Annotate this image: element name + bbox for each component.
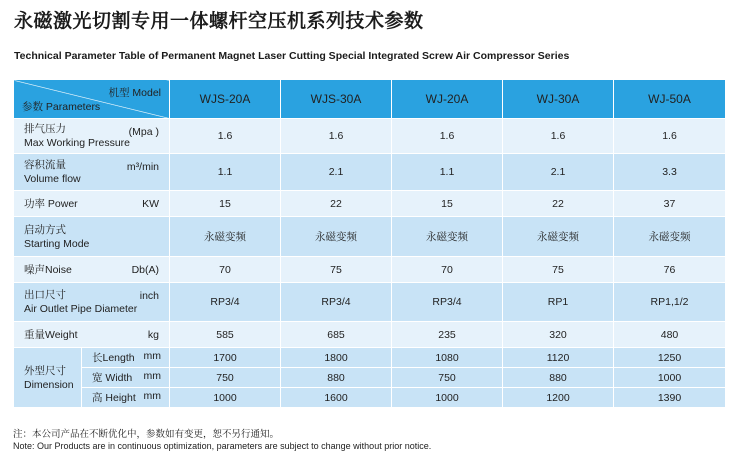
param-label: 重量Weight [24, 328, 78, 341]
sub-param-cell [82, 368, 170, 388]
value-cell: 永磁变频 [503, 217, 614, 257]
param-unit: inch [139, 290, 159, 302]
sub-param-label: 高 Height [92, 392, 136, 404]
value-cell: 2.1 [503, 154, 614, 191]
value-cell: 1.6 [614, 119, 726, 154]
value-cell: 880 [281, 368, 392, 388]
value-cell: 1.1 [392, 154, 503, 191]
sub-param-unit: mm [143, 370, 161, 382]
value-cell: 1.6 [170, 119, 281, 154]
value-cell: RP1 [503, 283, 614, 322]
value-cell: 1000 [392, 388, 503, 408]
param-cn: 容积流量 [24, 159, 66, 171]
sub-param-unit: mm [143, 390, 161, 402]
row-noise [14, 257, 726, 283]
param-en: Dimension [24, 378, 74, 391]
dimension-group-cell [14, 348, 82, 408]
value-cell: 75 [281, 257, 392, 283]
sub-param-unit: mm [143, 350, 161, 362]
param-cell [14, 191, 170, 217]
value-cell: 1.6 [281, 119, 392, 154]
param-cell [14, 257, 170, 283]
footnote-cn: 注：本公司产品在不断优化中，参数如有变更，恕不另行通知。 [13, 429, 280, 440]
row-pressure [14, 119, 726, 154]
row-starting-mode [14, 217, 726, 257]
sub-param-cell [82, 348, 170, 368]
row-dimension-height [14, 388, 726, 408]
value-cell: 永磁变频 [614, 217, 726, 257]
value-cell: 37 [614, 191, 726, 217]
param-unit: Db(A) [131, 263, 159, 276]
value-cell: RP3/4 [392, 283, 503, 322]
value-cell: 685 [281, 322, 392, 348]
model-header: WJS-20A [170, 80, 281, 119]
sub-param-label: 宽 Width [92, 372, 133, 384]
param-cell [14, 119, 170, 154]
row-outlet [14, 283, 726, 322]
value-cell: 永磁变频 [281, 217, 392, 257]
value-cell: 70 [392, 257, 503, 283]
model-header: WJ-20A [392, 80, 503, 119]
value-cell: 1200 [503, 388, 614, 408]
row-weight [14, 322, 726, 348]
param-label: 噪声Noise [24, 263, 72, 276]
value-cell: 480 [614, 322, 726, 348]
value-cell: RP3/4 [281, 283, 392, 322]
model-header: WJS-30A [281, 80, 392, 119]
value-cell: 1.6 [392, 119, 503, 154]
table-header-row [14, 80, 726, 119]
sub-param-cell [82, 388, 170, 408]
value-cell: 320 [503, 322, 614, 348]
value-cell: 750 [392, 368, 503, 388]
value-cell: 永磁变频 [170, 217, 281, 257]
param-cell [14, 322, 170, 348]
value-cell: 1000 [170, 388, 281, 408]
value-cell: 1.6 [503, 119, 614, 154]
value-cell: 1000 [614, 368, 726, 388]
param-cell [14, 154, 170, 191]
row-dimension-width [14, 368, 726, 388]
spec-table [13, 79, 726, 408]
row-dimension-length [14, 348, 726, 368]
param-cn: 外型尺寸 [24, 364, 66, 377]
value-cell: 70 [170, 257, 281, 283]
value-cell: 750 [170, 368, 281, 388]
param-label: 功率 Power [24, 197, 78, 210]
model-header: WJ-50A [614, 80, 726, 119]
value-cell: 22 [503, 191, 614, 217]
param-en: Starting Mode [24, 237, 90, 250]
model-label: 机型 Model [108, 87, 161, 99]
param-cn: 启动方式 [24, 223, 66, 236]
value-cell: 22 [281, 191, 392, 217]
param-unit: kg [147, 328, 159, 341]
model-header: WJ-30A [503, 80, 614, 119]
sub-param-label: 长Length [92, 352, 135, 364]
value-cell: 永磁变频 [392, 217, 503, 257]
value-cell: 15 [392, 191, 503, 217]
value-cell: 1080 [392, 348, 503, 368]
param-unit: m³/min [126, 161, 159, 173]
value-cell: 1800 [281, 348, 392, 368]
page-title-en: Technical Parameter Table of Permanent Magnet Laser Cutting Special Integrated Screw Air Compressor Series [14, 50, 570, 62]
page-title-cn: 永磁激光切割专用一体螺杆空压机系列技术参数 [14, 11, 424, 32]
param-en: Volume flow [24, 173, 81, 185]
value-cell: 880 [503, 368, 614, 388]
value-cell: 235 [392, 322, 503, 348]
param-unit: KW [142, 197, 159, 210]
param-cell [14, 217, 170, 257]
value-cell: RP1,1/2 [614, 283, 726, 322]
value-cell: 3.3 [614, 154, 726, 191]
value-cell: 1120 [503, 348, 614, 368]
param-en: Max Working Pressure [24, 137, 131, 149]
value-cell: 2.1 [281, 154, 392, 191]
value-cell: 75 [503, 257, 614, 283]
header-corner-cell [14, 80, 170, 119]
param-cn: 出口尺寸 [24, 289, 66, 301]
value-cell: 585 [170, 322, 281, 348]
footnote-en: Note: Our Products are in continuous optimization, parameters are subject to change without prior notice. [13, 441, 432, 451]
row-power [14, 191, 726, 217]
value-cell: 1390 [614, 388, 726, 408]
value-cell: 1600 [281, 388, 392, 408]
value-cell: 1.1 [170, 154, 281, 191]
value-cell: 76 [614, 257, 726, 283]
param-cell [14, 283, 170, 322]
param-en: Air Outlet Pipe Diameter [24, 303, 138, 315]
value-cell: RP3/4 [170, 283, 281, 322]
param-unit: (Mpa ) [128, 126, 159, 138]
value-cell: 1250 [614, 348, 726, 368]
value-cell: 1700 [170, 348, 281, 368]
param-cn: 排气压力 [24, 123, 66, 135]
value-cell: 15 [170, 191, 281, 217]
row-volume [14, 154, 726, 191]
param-label: 参数 Parameters [22, 101, 101, 113]
